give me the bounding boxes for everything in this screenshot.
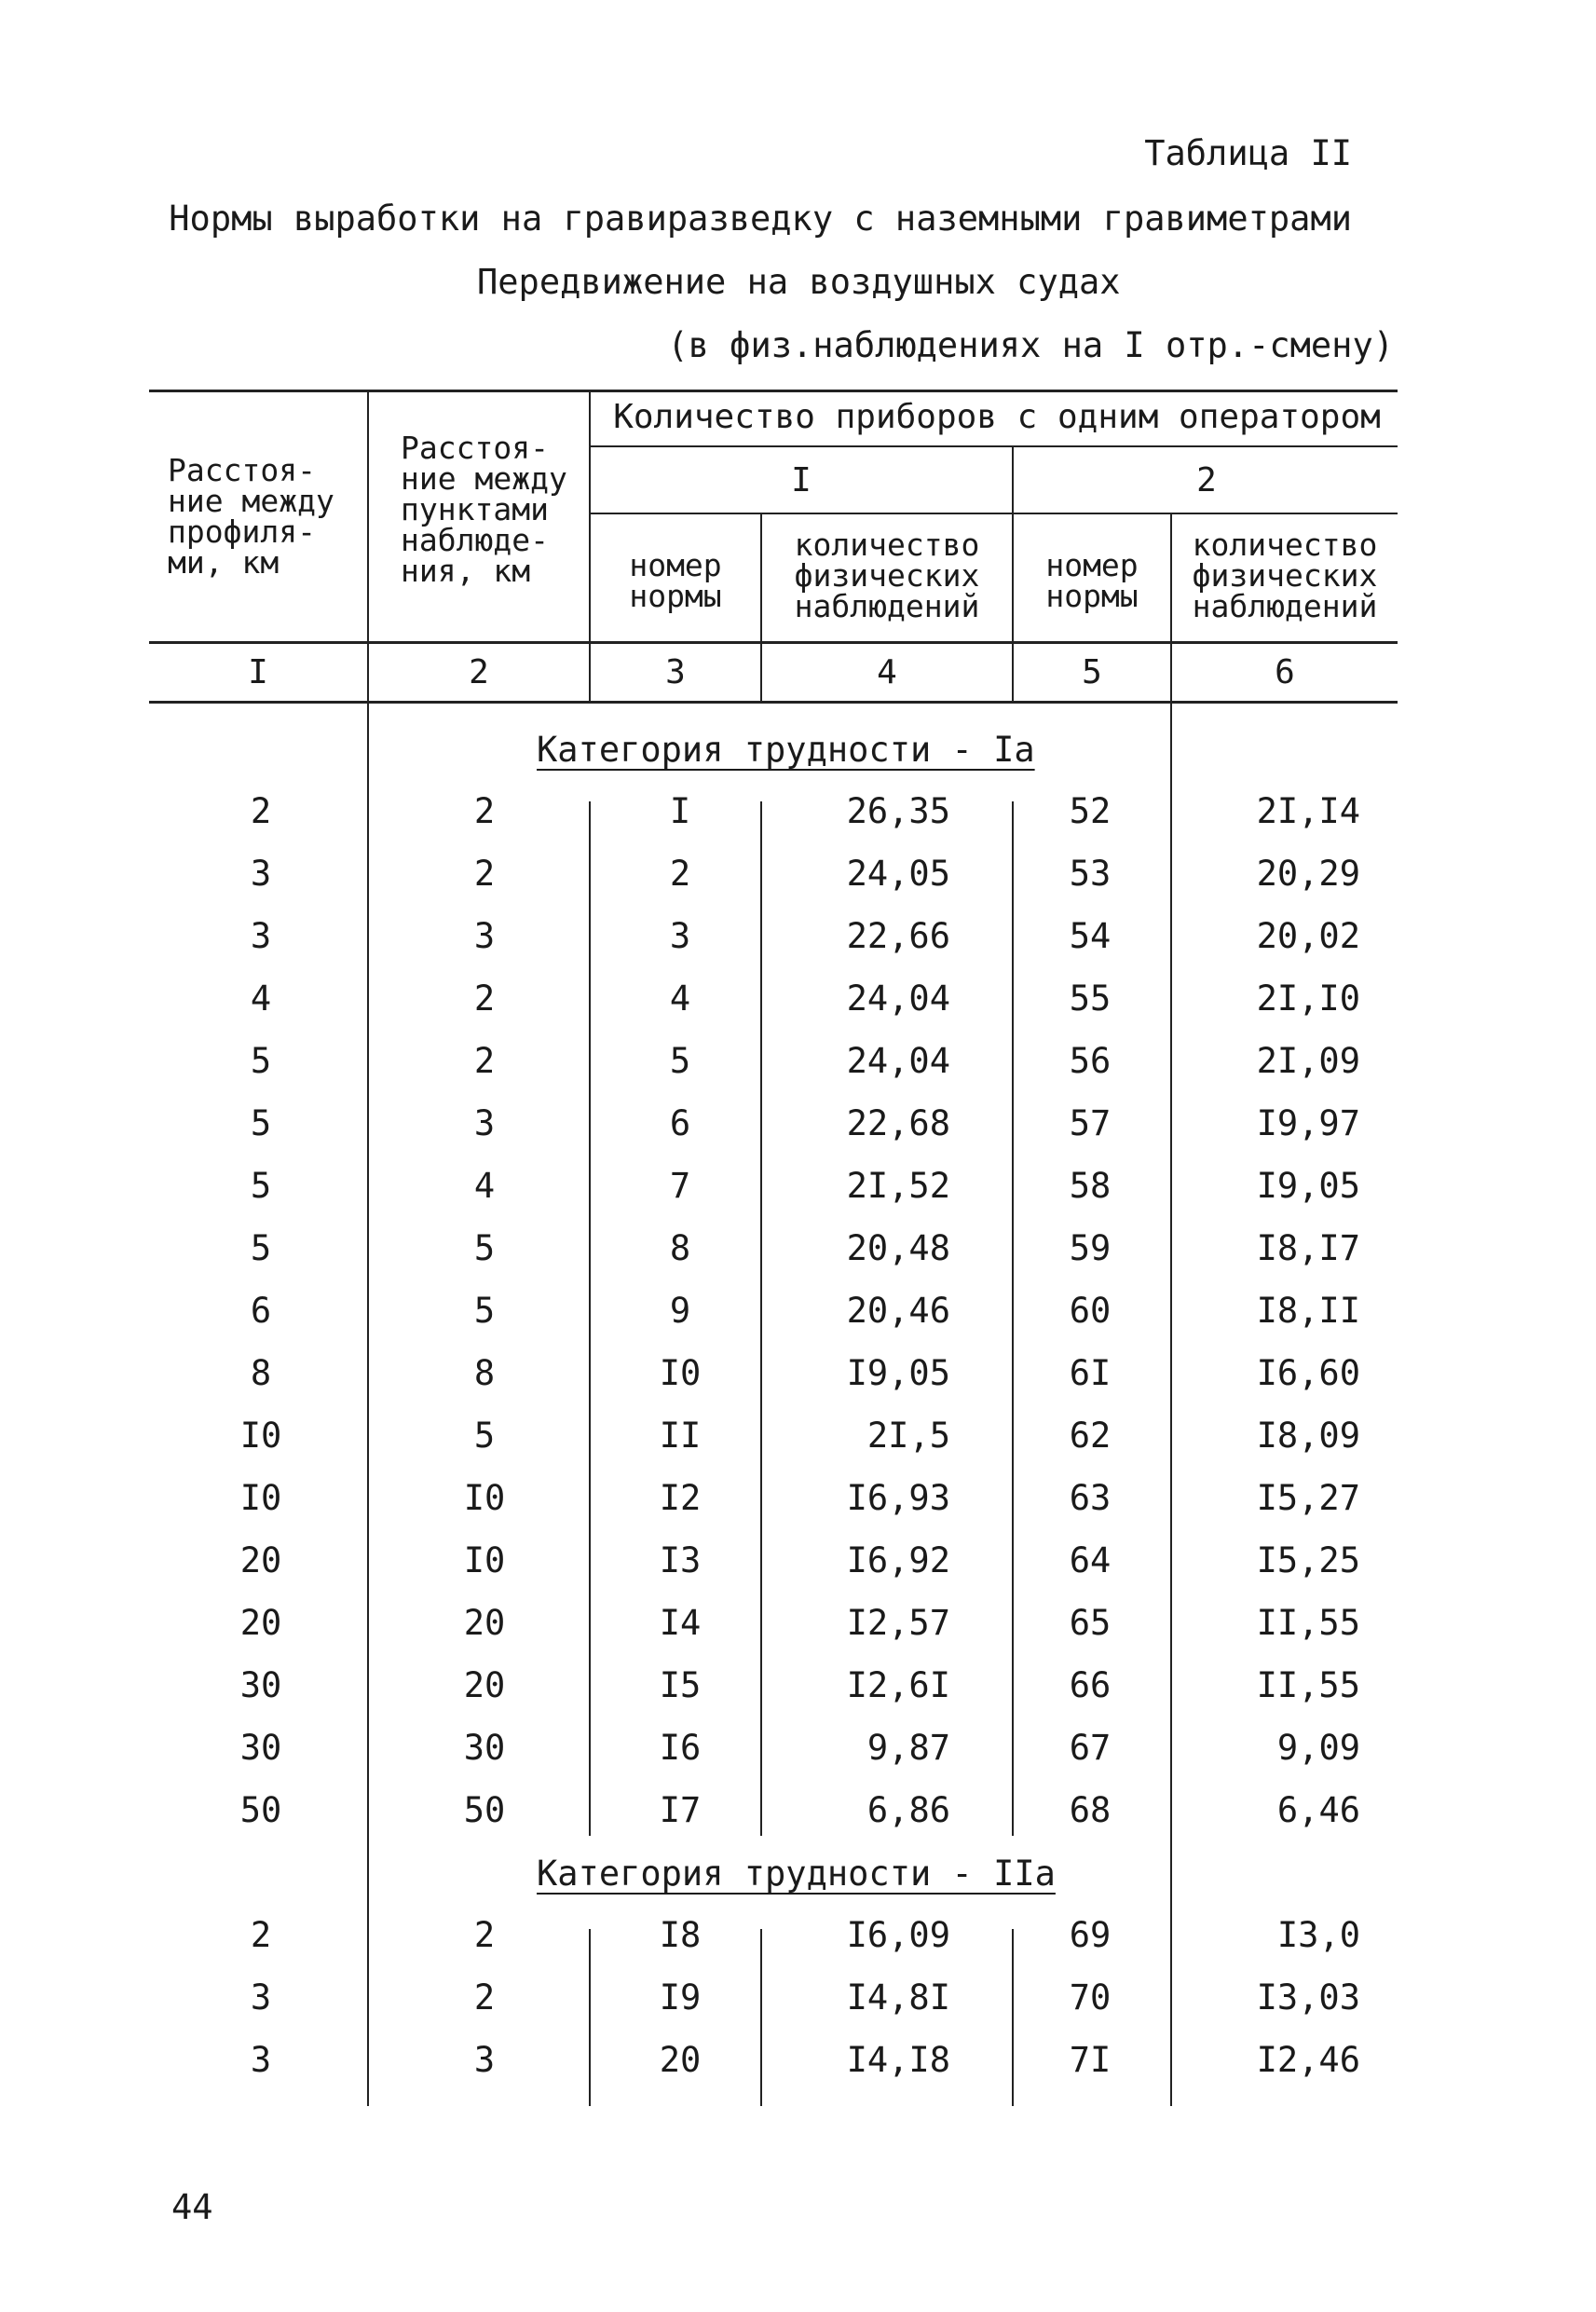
observations-cell: 20,46 — [846, 1291, 950, 1331]
norm-number-cell: 58 — [1069, 1166, 1112, 1206]
header-divider-1 — [367, 390, 369, 701]
observations-cell: I8,II — [1256, 1291, 1360, 1331]
observations-cell: 2I,5 — [866, 1416, 950, 1456]
table-row — [0, 2040, 1596, 2099]
observations-cell: 20,29 — [1256, 854, 1360, 894]
observations-cell: 22,68 — [846, 1103, 950, 1143]
sub-group-1: I — [791, 461, 812, 499]
norm-number-cell: I — [669, 791, 691, 831]
table-row — [0, 1977, 1596, 2036]
norm-number-cell: 8 — [669, 1228, 691, 1268]
norm-number-cell: 66 — [1069, 1665, 1112, 1705]
norm-number-header-2: номер нормы — [1045, 547, 1139, 614]
profile-distance-cell: 50 — [239, 1790, 282, 1830]
norm-number-cell: I9 — [659, 1977, 702, 2018]
profile-distance-cell: 3 — [250, 916, 272, 956]
table-subtitle: Передвижение на воздушных судах — [477, 262, 1121, 302]
observations-cell: I6,60 — [1256, 1353, 1360, 1393]
subgroup-header-rule — [589, 513, 1398, 514]
observations-header-2: количество физических наблюдений — [1192, 527, 1378, 624]
norm-number-cell: I8 — [659, 1915, 702, 1955]
norm-number-cell: I3 — [659, 1540, 702, 1580]
category-heading: Категория трудности - Iа — [537, 730, 1035, 770]
profile-distance-cell: 2 — [250, 791, 272, 831]
observations-cell: I9,05 — [846, 1353, 950, 1393]
point-distance-cell: 3 — [473, 916, 496, 956]
observations-header-1: количество физических наблюдений — [794, 527, 980, 624]
point-distance-cell: 2 — [473, 791, 496, 831]
point-distance-cell: 2 — [473, 1915, 496, 1955]
table-row — [0, 1915, 1596, 1974]
profile-distance-cell: 2 — [250, 1915, 272, 1955]
point-distance-cell: 5 — [473, 1291, 496, 1331]
norm-number-cell: 67 — [1069, 1728, 1112, 1768]
point-distance-cell: 2 — [473, 1041, 496, 1081]
table-label: Таблица II — [1144, 133, 1352, 173]
profile-distance-cell: 30 — [239, 1665, 282, 1705]
norm-number-cell: 62 — [1069, 1416, 1112, 1456]
point-distance-cell: I0 — [463, 1540, 506, 1580]
norm-number-cell: I4 — [659, 1603, 702, 1643]
profile-distance-cell: 5 — [250, 1103, 272, 1143]
point-distance-cell: 8 — [473, 1353, 496, 1393]
column-numbers-bottom-rule — [149, 701, 1398, 704]
point-distance-cell: 30 — [463, 1728, 506, 1768]
norm-number-cell: I2 — [659, 1478, 702, 1518]
observations-cell: 2I,I4 — [1256, 791, 1360, 831]
table-row — [0, 856, 1596, 912]
header-bottom-rule — [149, 641, 1398, 644]
norm-number-cell: 6I — [1069, 1353, 1112, 1393]
profile-distance-cell: 6 — [250, 1291, 272, 1331]
table-row — [0, 1166, 1596, 1224]
observations-cell: 24,04 — [846, 1041, 950, 1081]
norm-number-cell: 6 — [669, 1103, 691, 1143]
col1-header: Расстоя- ние между профиля- ми, км — [168, 452, 334, 581]
observations-cell: 9,09 — [1276, 1728, 1360, 1768]
norm-number-cell: 65 — [1069, 1603, 1112, 1643]
observations-cell: I8,09 — [1256, 1416, 1360, 1456]
column-number-1: I — [248, 653, 268, 691]
profile-distance-cell: 3 — [250, 2040, 272, 2080]
observations-cell: I5,27 — [1256, 1478, 1360, 1518]
table-units: (в физ.наблюдениях на I отр.-смену) — [667, 325, 1394, 365]
profile-distance-cell: 8 — [250, 1353, 272, 1393]
table-row — [0, 1103, 1596, 1162]
observations-cell: 6,46 — [1276, 1790, 1360, 1830]
point-distance-cell: 50 — [463, 1790, 506, 1830]
table-row — [0, 1728, 1596, 1786]
norm-number-cell: 70 — [1069, 1977, 1112, 2018]
norm-number-cell: 9 — [669, 1291, 691, 1331]
point-distance-cell: I0 — [463, 1478, 506, 1518]
table-title: Нормы выработки на гравиразведку с наземными гравиметрами — [169, 198, 1352, 239]
sub-group-2: 2 — [1196, 461, 1217, 499]
norm-number-header-1: номер нормы — [629, 547, 722, 614]
profile-distance-cell: 3 — [250, 854, 272, 894]
point-distance-cell: 4 — [473, 1166, 496, 1206]
norm-number-cell: 68 — [1069, 1790, 1112, 1830]
column-number-4: 4 — [877, 653, 897, 691]
table-row — [0, 791, 1596, 850]
column-number-5: 5 — [1082, 653, 1102, 691]
observations-cell: I4,I8 — [846, 2040, 950, 2080]
norm-number-cell: II — [659, 1416, 702, 1456]
table-row — [0, 1353, 1596, 1412]
table-row — [0, 1603, 1596, 1662]
profile-distance-cell: 5 — [250, 1041, 272, 1081]
observations-cell: 20,48 — [846, 1228, 950, 1268]
norm-number-cell: 2 — [669, 854, 691, 894]
point-distance-cell: 20 — [463, 1603, 506, 1643]
observations-cell: 6,86 — [866, 1790, 950, 1830]
col2-header: Расстоя- ние между пунктами наблюде- ния, км — [401, 430, 567, 589]
observations-cell: I2,57 — [846, 1603, 950, 1643]
table-row — [0, 1041, 1596, 1100]
observations-cell: I6,92 — [846, 1540, 950, 1580]
point-distance-cell: 20 — [463, 1665, 506, 1705]
table-row — [0, 1478, 1596, 1537]
norm-number-cell: 20 — [659, 2040, 702, 2080]
column-number-2: 2 — [469, 653, 489, 691]
observations-cell: I6,93 — [846, 1478, 950, 1518]
observations-cell: 2I,I0 — [1256, 978, 1360, 1019]
observations-cell: 26,35 — [846, 791, 950, 831]
norm-number-cell: I7 — [659, 1790, 702, 1830]
observations-cell: 2I,52 — [846, 1166, 950, 1206]
observations-cell: 20,02 — [1256, 916, 1360, 956]
point-distance-cell: 2 — [473, 978, 496, 1019]
table-top-rule — [149, 390, 1398, 392]
table-row — [0, 1293, 1596, 1349]
observations-cell: I9,05 — [1256, 1166, 1360, 1206]
profile-distance-cell: 30 — [239, 1728, 282, 1768]
observations-cell: 22,66 — [846, 916, 950, 956]
norm-number-cell: 57 — [1069, 1103, 1112, 1143]
point-distance-cell: 3 — [473, 1103, 496, 1143]
column-number-3: 3 — [665, 653, 686, 691]
norm-number-cell: 60 — [1069, 1291, 1112, 1331]
profile-distance-cell: I0 — [239, 1416, 282, 1456]
observations-cell: I2,46 — [1256, 2040, 1360, 2080]
profile-distance-cell: 5 — [250, 1228, 272, 1268]
observations-cell: II,55 — [1256, 1665, 1360, 1705]
table-row — [0, 978, 1596, 1037]
point-distance-cell: 5 — [473, 1228, 496, 1268]
profile-distance-cell: 20 — [239, 1540, 282, 1580]
point-distance-cell: 2 — [473, 854, 496, 894]
observations-cell: I2,6I — [846, 1665, 950, 1705]
norm-number-cell: 59 — [1069, 1228, 1112, 1268]
observations-cell: 9,87 — [866, 1728, 950, 1768]
point-distance-cell: 5 — [473, 1416, 496, 1456]
norm-number-cell: 54 — [1069, 916, 1112, 956]
norm-number-cell: 7I — [1069, 2040, 1112, 2080]
observations-cell: I6,09 — [846, 1915, 950, 1955]
profile-distance-cell: I0 — [239, 1478, 282, 1518]
observations-cell: I3,03 — [1256, 1977, 1360, 2018]
norm-number-cell: 55 — [1069, 978, 1112, 1019]
observations-cell: 24,04 — [846, 978, 950, 1019]
profile-distance-cell: 20 — [239, 1603, 282, 1643]
norm-number-cell: 56 — [1069, 1041, 1112, 1081]
observations-cell: I3,0 — [1276, 1915, 1360, 1955]
norm-number-cell: I5 — [659, 1665, 702, 1705]
table-row — [0, 1418, 1596, 1474]
norm-number-cell: 52 — [1069, 791, 1112, 831]
profile-distance-cell: 4 — [250, 978, 272, 1019]
profile-distance-cell: 5 — [250, 1166, 272, 1206]
table-row — [0, 1665, 1596, 1724]
category-heading: Категория трудности - IIа — [537, 1854, 1056, 1894]
header-divider-2 — [589, 390, 591, 701]
observations-cell: I9,97 — [1256, 1103, 1360, 1143]
group-header-rule — [589, 445, 1398, 447]
norm-number-cell: I6 — [659, 1728, 702, 1768]
table-row — [0, 1790, 1596, 1849]
point-distance-cell: 3 — [473, 2040, 496, 2080]
page-number: 44 — [171, 2187, 213, 2227]
norm-number-cell: 3 — [669, 916, 691, 956]
column-number-6: 6 — [1275, 653, 1295, 691]
table-row — [0, 1228, 1596, 1287]
observations-cell: 24,05 — [846, 854, 950, 894]
observations-cell: I8,I7 — [1256, 1228, 1360, 1268]
norm-number-cell: 7 — [669, 1166, 691, 1206]
norm-number-cell: I0 — [659, 1353, 702, 1393]
profile-distance-cell: 3 — [250, 1977, 272, 2018]
observations-cell: I4,8I — [846, 1977, 950, 2018]
norm-number-cell: 5 — [669, 1041, 691, 1081]
observations-cell: I5,25 — [1256, 1540, 1360, 1580]
group-header: Количество приборов с одним оператором — [613, 398, 1381, 436]
observations-cell: 2I,09 — [1256, 1041, 1360, 1081]
point-distance-cell: 2 — [473, 1977, 496, 2018]
norm-number-cell: 53 — [1069, 854, 1112, 894]
norm-number-cell: 63 — [1069, 1478, 1112, 1518]
observations-cell: II,55 — [1256, 1603, 1360, 1643]
norm-number-cell: 69 — [1069, 1915, 1112, 1955]
table-row — [0, 1540, 1596, 1599]
table-row — [0, 916, 1596, 975]
norm-number-cell: 64 — [1069, 1540, 1112, 1580]
norm-number-cell: 4 — [669, 978, 691, 1019]
